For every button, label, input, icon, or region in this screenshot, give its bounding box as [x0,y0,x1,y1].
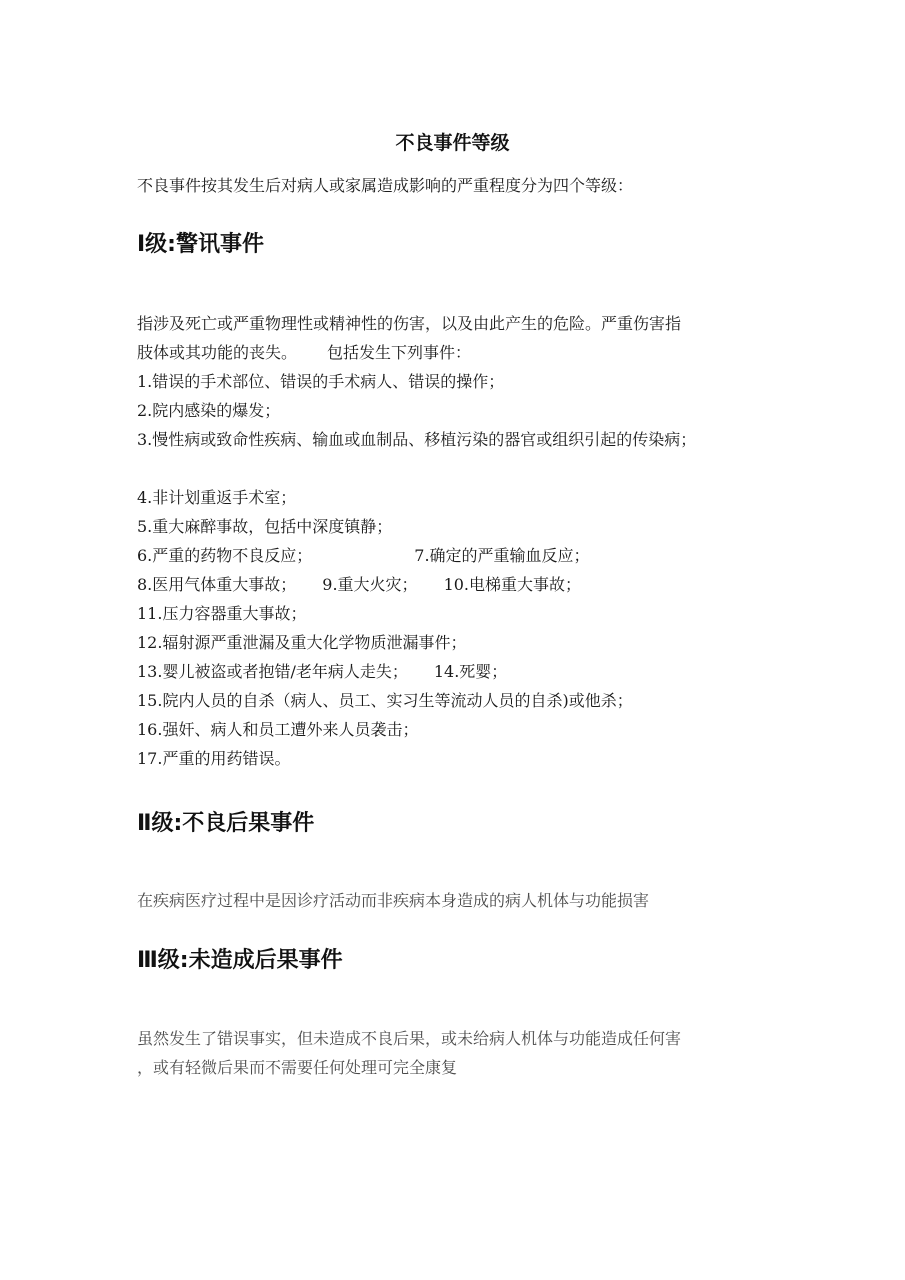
intro-paragraph: 不良事件按其发生后对病人或家属造成影响的严重程度分为四个等级： [137,176,634,195]
list-item-4: 4.非计划重返手术室； [137,488,297,507]
list-item-10: 10.电梯重大事故； [443,575,582,594]
level2-heading: Ⅱ级:不良后果事件 [137,811,315,836]
list-item-13: 13.婴儿被盗或者抱错/老年病人走失； [137,662,408,681]
level2-description: 在疾病医疗过程中是因诊疗活动而非疾病本身造成的病人机体与功能损害 [137,891,650,910]
level3-description-line2: ，或有轻微后果而不需要任何处理可完全康复 [137,1058,458,1077]
list-item-9: 9.重大火灾； [322,575,418,594]
list-item-11: 11.压力容器重大事故； [137,604,307,623]
level1-description-line2 [137,342,471,364]
list-item-14: 14.死婴； [433,662,508,681]
list-item-3: 3.慢性病或致命性疾病、输血或血制品、移植污染的器官或组织引起的传染病； [137,430,697,449]
list-item-2: 2.院内感染的爆发； [137,401,281,420]
level3-description-line1: 虽然发生了错误事实，但未造成不良后果，或未给病人机体与功能造成任何害 [137,1029,682,1048]
list-item-8: 8.医用气体重大事故； [137,575,297,594]
level1-description-line2b: 包括发生下列事件： [327,343,472,362]
level1-description-line2a: 肢体或其功能的丧失。 [137,343,298,362]
list-item-1: 1.错误的手术部位、错误的手术病人、错误的操作； [137,372,505,391]
level1-heading: Ⅰ级:警讯事件 [137,232,264,257]
list-item-7: 7.确定的严重输血反应； [414,546,590,565]
list-row-8-10 [137,574,581,596]
list-item-17: 17.严重的用药错误。 [137,749,291,768]
level1-description-line1: 指涉及死亡或严重物理性或精神性的伤害，以及由此产生的危险。严重伤害指 [137,314,682,333]
list-item-6: 6.严重的药物不良反应； [137,546,313,565]
list-item-5: 5.重大麻醉事故，包括中深度镇静； [137,517,393,536]
document-title: 不良事件等级 [395,132,510,154]
list-item-12: 12.辐射源严重泄漏及重大化学物质泄漏事件； [137,633,467,652]
list-item-16: 16.强奸、病人和员工遭外来人员袭击； [137,720,419,739]
list-row-13-14 [137,661,507,683]
list-item-15: 15.院内人员的自杀（病人、员工、实习生等流动人员的自杀)或他杀； [137,691,633,710]
list-row-6-7 [137,545,590,567]
level3-heading: Ⅲ级:未造成后果事件 [137,948,343,973]
